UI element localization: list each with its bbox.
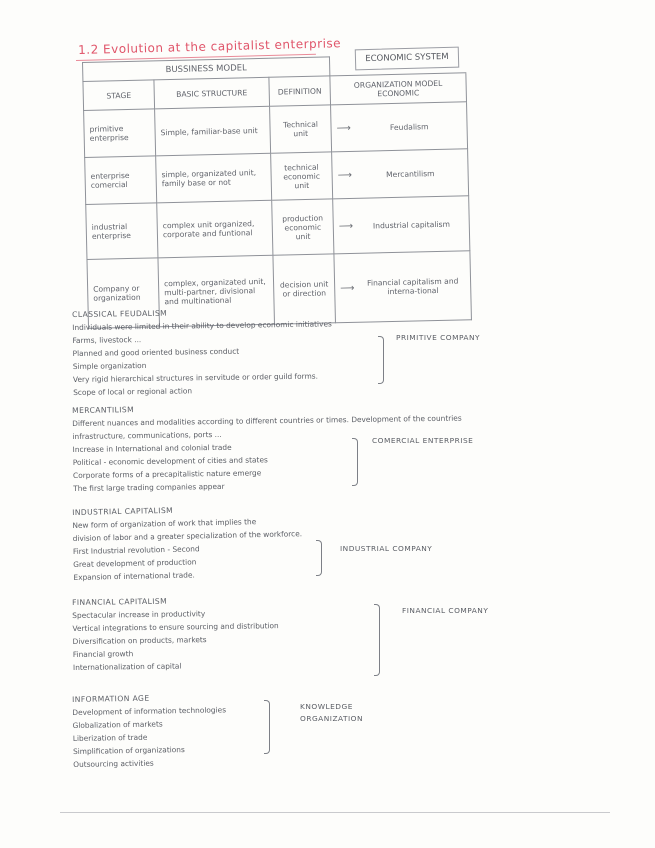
note-line: Very rigid hierarchical structures in servitude or order guild forms. — [72, 371, 319, 384]
note-line: Liberization of trade — [72, 732, 148, 743]
section-heading: MERCANTILISM — [72, 405, 135, 415]
note-line: infrastructure, communications, ports ... — [72, 429, 222, 441]
model-cell — [333, 196, 470, 254]
header-organization-model: ORGANIZATION MODEL ECONOMIC — [330, 73, 467, 105]
stage-cell: primitive enterprise — [84, 109, 156, 158]
note-line: Corporate forms of a precapitalistic nature emerge — [72, 468, 262, 480]
note-line: Individuals were limited in their ability to develop economic initiatives — [72, 319, 332, 332]
model-name: Financial capitalism and interna-tional — [366, 276, 459, 297]
definition-cell: technical economic unit — [271, 152, 333, 200]
section-financial — [72, 593, 279, 674]
section-label: KNOWLEDGE ORGANIZATION — [300, 702, 364, 723]
structure-cell: Simple, familiar-base unit — [155, 106, 271, 156]
note-line: Farms, livestock ... — [72, 335, 142, 345]
note-line: division of labor and a greater specialization of the workforce. — [72, 529, 303, 543]
definition-cell: Technical unit — [270, 105, 332, 153]
note-line: The first large trading companies appear — [73, 481, 225, 493]
note-line: Financial growth — [72, 649, 134, 659]
section-heading: INDUSTRIAL CAPITALISM — [72, 505, 174, 517]
header-stage: STAGE — [83, 80, 155, 111]
brace — [378, 336, 384, 384]
section-information-age — [72, 690, 227, 771]
note-line: Expansion of international trade. — [73, 570, 195, 582]
note-line: Simplification of organizations — [72, 745, 185, 756]
header-basic-structure: BASIC STRUCTURE — [154, 77, 270, 109]
business-model-header: BUSSINESS MODEL — [83, 57, 330, 82]
note-line: Scope of local or regional action — [73, 386, 193, 397]
section-heading: INFORMATION AGE — [72, 693, 150, 704]
section-label: INDUSTRIAL COMPANY — [340, 544, 433, 553]
definition-cell: production economic unit — [272, 199, 334, 255]
section-heading: FINANCIAL CAPITALISM — [72, 596, 168, 607]
note-line: Internationalization of capital — [72, 661, 182, 672]
note-line: Globalization of markets — [72, 719, 163, 730]
structure-cell: complex, organizated unit, multi-partner, divisional and multinational — [158, 255, 275, 327]
section-industrial — [72, 501, 303, 584]
brace — [352, 438, 358, 486]
note-line: Outsourcing activities — [73, 758, 154, 769]
note-line: New form of organization of work that implies the — [72, 517, 257, 530]
evolution-table — [82, 53, 472, 329]
section-mercantilism — [72, 399, 463, 495]
brace — [374, 604, 380, 676]
model-cell — [332, 149, 469, 199]
note-line: Vertical integrations to ensure sourcing and distribution — [72, 621, 279, 633]
note-line: Great development of production — [73, 557, 197, 569]
section-label: COMERCIAL ENTERPRISE — [372, 436, 474, 445]
page-title: 1.2 Evolution at the capitalist enterprise — [78, 36, 342, 57]
arrow-right-icon: ⟶ — [340, 282, 355, 294]
section-feudalism — [72, 304, 333, 399]
table-row — [86, 196, 470, 260]
stage-cell: Company or organization — [87, 258, 160, 329]
definition-cell: decision unit or direction — [273, 254, 336, 324]
structure-cell: complex unit organized, corporate and funtional — [157, 200, 273, 258]
model-name: Feudalism — [389, 121, 429, 132]
model-name: Mercantilism — [385, 168, 435, 179]
note-line: Planned and good oriented business conduct — [72, 346, 240, 358]
arrow-right-icon: ⟶ — [338, 220, 354, 232]
stage-cell: enterprise comercial — [85, 156, 157, 205]
page-bottom-edge — [60, 812, 610, 813]
note-line: Simple organization — [72, 360, 147, 371]
section-heading: CLASSICAL FEUDALISM — [72, 308, 168, 319]
arrow-right-icon: ⟶ — [336, 122, 352, 134]
model-cell — [331, 102, 468, 152]
arrow-right-icon: ⟶ — [337, 169, 353, 181]
section-label: PRIMITIVE COMPANY — [396, 333, 481, 342]
brace — [316, 540, 322, 576]
note-line: Increase in International and colonial trade — [72, 442, 232, 454]
model-cell — [334, 251, 472, 323]
note-line: Diversification on products, markets — [72, 635, 207, 646]
note-line: Development of information technologies — [72, 705, 227, 717]
brace — [264, 700, 270, 754]
note-line: First Industrial revolution - Second — [72, 544, 200, 556]
structure-cell: simple, organizated unit, family base or not — [156, 153, 272, 203]
header-definition: DEFINITION — [269, 76, 331, 106]
economic-system-label: ECONOMIC SYSTEM — [355, 47, 460, 71]
section-label: FINANCIAL COMPANY — [402, 606, 489, 615]
stage-cell: industrial enterprise — [86, 203, 158, 260]
model-name: Industrial capitalism — [372, 219, 451, 230]
note-line: Spectacular increase in productivity — [72, 609, 206, 620]
note-line: Political - economic development of cities and states — [72, 455, 268, 467]
note-line: Different nuances and modalities according to different countries or times. Development of the countries — [72, 413, 462, 428]
